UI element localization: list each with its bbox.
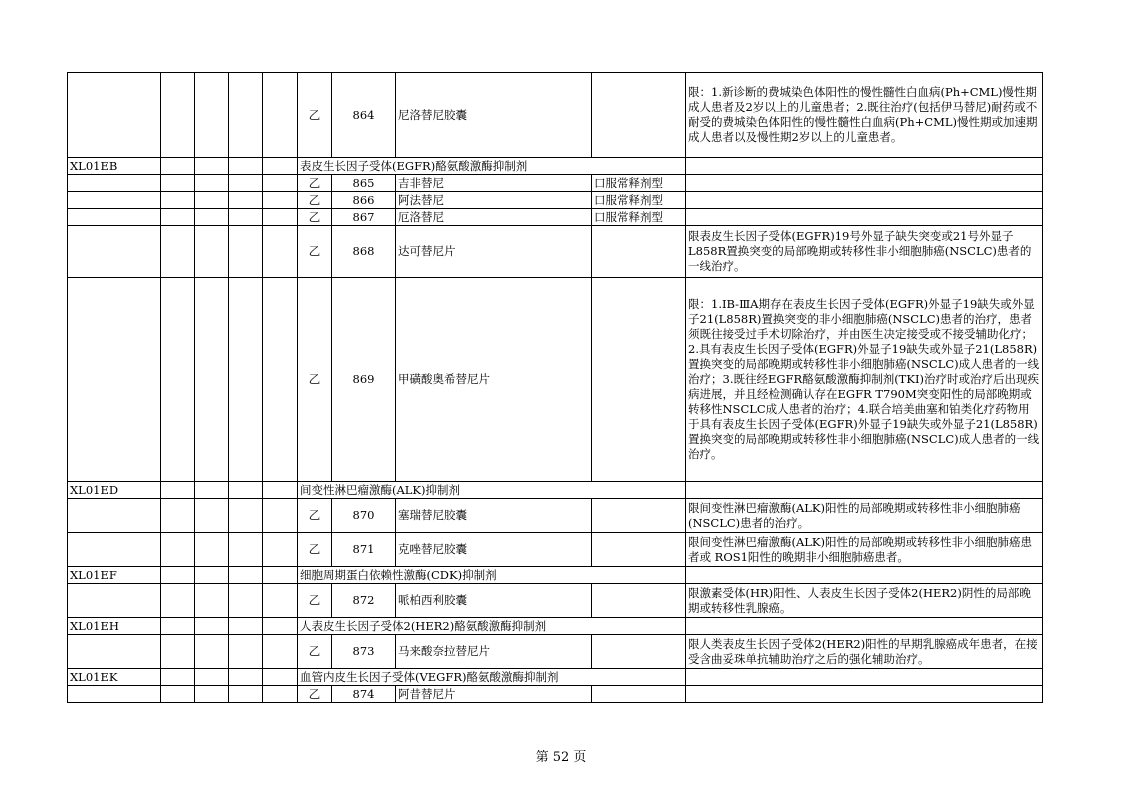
remarks-cell: [686, 175, 1043, 192]
blank-cell: [229, 278, 263, 482]
category-cell: 乙: [298, 635, 332, 669]
group-row: [68, 158, 1043, 175]
remarks-cell: 限人类表皮生长因子受体2(HER2)阳性的早期乳腺癌成年患者，在接受含曲妥珠单抗辅助治疗之后的强化辅助治疗。: [686, 635, 1043, 669]
remarks-cell: 限：1.新诊断的费城染色体阳性的慢性髓性白血病(Ph+CML)慢性期成人患者及2岁以上的儿童患者；2.既往治疗(包括伊马替尼)耐药或不耐受的费城染色体阳性的慢性髓性白血病(Ph+CML)慢性期或加速期成人患者以及慢性期2岁以上的儿童患者。: [686, 73, 1043, 158]
group-name-cell: 间变性淋巴瘤激酶(ALK)抑制剂: [298, 482, 686, 499]
blank-cell: [229, 499, 263, 533]
blank-cell: [263, 686, 298, 703]
blank-cell: [229, 618, 263, 635]
drug-number-cell: 869: [332, 278, 396, 482]
blank-cell: [686, 482, 1043, 499]
drug-row: [68, 175, 1043, 192]
blank-cell: [229, 482, 263, 499]
blank-cell: [263, 209, 298, 226]
blank-cell: [229, 686, 263, 703]
blank-cell: [263, 192, 298, 209]
drug-name-cell: 甲磺酸奥希替尼片: [396, 278, 592, 482]
drug-row: [68, 499, 1043, 533]
code-cell: XL01EF: [68, 567, 161, 584]
group-name-cell: 细胞周期蛋白依赖性激酶(CDK)抑制剂: [298, 567, 686, 584]
blank-cell: [263, 158, 298, 175]
blank-cell: [229, 584, 263, 618]
blank-cell: [161, 567, 195, 584]
drug-name-cell: 哌柏西利胶囊: [396, 584, 592, 618]
code-cell: [68, 584, 161, 618]
drug-row: [68, 635, 1043, 669]
drug-name-cell: 厄洛替尼: [396, 209, 592, 226]
remarks-cell: 限表皮生长因子受体(EGFR)19号外显子缺失突变或21号外显子L858R置换突变的局部晚期或转移性非小细胞肺癌(NSCLC)患者的一线治疗。: [686, 226, 1043, 278]
blank-cell: [161, 635, 195, 669]
drug-catalog-table: [67, 72, 1043, 703]
category-cell: 乙: [298, 226, 332, 278]
drug-number-cell: 867: [332, 209, 396, 226]
blank-cell: [263, 175, 298, 192]
blank-cell: [161, 192, 195, 209]
drug-row: [68, 192, 1043, 209]
group-row: [68, 482, 1043, 499]
dosage-form-cell: 口服常释剂型: [592, 209, 686, 226]
drug-name-cell: 尼洛替尼胶囊: [396, 73, 592, 158]
code-cell: [68, 635, 161, 669]
drug-number-cell: 866: [332, 192, 396, 209]
blank-cell: [161, 584, 195, 618]
category-cell: 乙: [298, 192, 332, 209]
blank-cell: [229, 209, 263, 226]
blank-cell: [263, 226, 298, 278]
dosage-form-cell: [592, 226, 686, 278]
code-cell: [68, 499, 161, 533]
blank-cell: [161, 175, 195, 192]
blank-cell: [263, 669, 298, 686]
remarks-cell: 限激素受体(HR)阳性、人表皮生长因子受体2(HER2)阴性的局部晚期或转移性乳腺癌。: [686, 584, 1043, 618]
blank-cell: [161, 533, 195, 567]
drug-row: [68, 209, 1043, 226]
category-cell: 乙: [298, 278, 332, 482]
blank-cell: [161, 686, 195, 703]
blank-cell: [263, 533, 298, 567]
dosage-form-cell: [592, 73, 686, 158]
dosage-form-cell: [592, 584, 686, 618]
category-cell: 乙: [298, 499, 332, 533]
blank-cell: [263, 618, 298, 635]
dosage-form-cell: 口服常释剂型: [592, 175, 686, 192]
remarks-cell: 限：1.ⅠB-ⅢA期存在表皮生长因子受体(EGFR)外显子19缺失或外显子21(L858R)置换突变的非小细胞肺癌(NSCLC)患者的治疗，患者须既往接受过手术切除治疗，并由医生决定接受或不接受辅助化疗；2.具有表皮生长因子受体(EGFR)外显子19缺失或外显子21(L858R)置换突变的局部晚期或转移性非小细胞肺癌(NSCLC)成人患者的一线治疗；3.既往经EGFR酪氨酸激酶抑制剂(TKI)治疗时或治疗后出现疾病进展，并且经检测确认存在EGFR T790M突变阳性的局部晚期或转移性NSCLC成人患者的治疗；4.联合培美曲塞和铂类化疗药物用于具有表皮生长因子受体(EGFR)外显子19缺失或外显子21(L858R)置换突变的局部晚期或转移性非小细胞肺癌(NSCLC)成人患者的一线治疗。: [686, 278, 1043, 482]
group-row: [68, 567, 1043, 584]
drug-row: [68, 278, 1043, 482]
blank-cell: [161, 618, 195, 635]
drug-number-cell: 871: [332, 533, 396, 567]
blank-cell: [686, 567, 1043, 584]
blank-cell: [195, 499, 229, 533]
drug-number-cell: 870: [332, 499, 396, 533]
blank-cell: [229, 635, 263, 669]
drug-name-cell: 达可替尼片: [396, 226, 592, 278]
blank-cell: [195, 567, 229, 584]
drug-number-cell: 873: [332, 635, 396, 669]
dosage-form-cell: [592, 499, 686, 533]
blank-cell: [161, 73, 195, 158]
blank-cell: [195, 686, 229, 703]
blank-cell: [195, 73, 229, 158]
dosage-form-cell: [592, 686, 686, 703]
blank-cell: [263, 73, 298, 158]
drug-row: [68, 584, 1043, 618]
category-cell: 乙: [298, 533, 332, 567]
code-cell: XL01ED: [68, 482, 161, 499]
blank-cell: [686, 158, 1043, 175]
code-cell: [68, 533, 161, 567]
dosage-form-cell: 口服常释剂型: [592, 192, 686, 209]
blank-cell: [161, 482, 195, 499]
blank-cell: [229, 73, 263, 158]
blank-cell: [161, 226, 195, 278]
code-cell: XL01EK: [68, 669, 161, 686]
blank-cell: [195, 158, 229, 175]
category-cell: 乙: [298, 175, 332, 192]
blank-cell: [195, 175, 229, 192]
drug-number-cell: 872: [332, 584, 396, 618]
drug-name-cell: 吉非替尼: [396, 175, 592, 192]
blank-cell: [195, 226, 229, 278]
code-cell: [68, 192, 161, 209]
code-cell: [68, 278, 161, 482]
blank-cell: [195, 209, 229, 226]
blank-cell: [229, 669, 263, 686]
blank-cell: [229, 192, 263, 209]
drug-row: [68, 226, 1043, 278]
blank-cell: [195, 278, 229, 482]
group-name-cell: 表皮生长因子受体(EGFR)酪氨酸激酶抑制剂: [298, 158, 686, 175]
drug-number-cell: 865: [332, 175, 396, 192]
blank-cell: [686, 669, 1043, 686]
drug-row: [68, 73, 1043, 158]
blank-cell: [195, 669, 229, 686]
table-body: [68, 73, 1043, 703]
dosage-form-cell: [592, 533, 686, 567]
blank-cell: [195, 635, 229, 669]
blank-cell: [195, 482, 229, 499]
remarks-cell: 限间变性淋巴瘤激酶(ALK)阳性的局部晚期或转移性非小细胞肺癌患者或 ROS1阳性的晚期非小细胞肺癌患者。: [686, 533, 1043, 567]
blank-cell: [229, 226, 263, 278]
blank-cell: [195, 192, 229, 209]
blank-cell: [229, 158, 263, 175]
category-cell: 乙: [298, 209, 332, 226]
blank-cell: [161, 209, 195, 226]
blank-cell: [263, 567, 298, 584]
dosage-form-cell: [592, 635, 686, 669]
drug-row: [68, 686, 1043, 703]
drug-number-cell: 864: [332, 73, 396, 158]
blank-cell: [263, 584, 298, 618]
drug-name-cell: 克唑替尼胶囊: [396, 533, 592, 567]
blank-cell: [686, 618, 1043, 635]
drug-name-cell: 阿昔替尼片: [396, 686, 592, 703]
blank-cell: [161, 158, 195, 175]
remarks-cell: [686, 209, 1043, 226]
code-cell: [68, 73, 161, 158]
blank-cell: [161, 499, 195, 533]
remarks-cell: 限间变性淋巴瘤激酶(ALK)阳性的局部晚期或转移性非小细胞肺癌(NSCLC)患者的治疗。: [686, 499, 1043, 533]
drug-name-cell: 阿法替尼: [396, 192, 592, 209]
code-cell: [68, 686, 161, 703]
code-cell: [68, 226, 161, 278]
blank-cell: [229, 533, 263, 567]
code-cell: XL01EB: [68, 158, 161, 175]
dosage-form-cell: [592, 278, 686, 482]
group-name-cell: 血管内皮生长因子受体(VEGFR)酪氨酸激酶抑制剂: [298, 669, 686, 686]
blank-cell: [263, 635, 298, 669]
code-cell: [68, 175, 161, 192]
remarks-cell: [686, 686, 1043, 703]
blank-cell: [229, 175, 263, 192]
group-name-cell: 人表皮生长因子受体2(HER2)酪氨酸激酶抑制剂: [298, 618, 686, 635]
group-row: [68, 669, 1043, 686]
page-number: 第 52 页: [535, 750, 587, 765]
drug-name-cell: 马来酸奈拉替尼片: [396, 635, 592, 669]
category-cell: 乙: [298, 73, 332, 158]
code-cell: XL01EH: [68, 618, 161, 635]
remarks-cell: [686, 192, 1043, 209]
drug-name-cell: 塞瑞替尼胶囊: [396, 499, 592, 533]
blank-cell: [263, 499, 298, 533]
blank-cell: [195, 618, 229, 635]
blank-cell: [161, 278, 195, 482]
blank-cell: [229, 567, 263, 584]
category-cell: 乙: [298, 686, 332, 703]
blank-cell: [263, 278, 298, 482]
blank-cell: [195, 584, 229, 618]
drug-row: [68, 533, 1043, 567]
blank-cell: [161, 669, 195, 686]
drug-number-cell: 874: [332, 686, 396, 703]
drug-number-cell: 868: [332, 226, 396, 278]
group-row: [68, 618, 1043, 635]
code-cell: [68, 209, 161, 226]
blank-cell: [263, 482, 298, 499]
blank-cell: [195, 533, 229, 567]
category-cell: 乙: [298, 584, 332, 618]
